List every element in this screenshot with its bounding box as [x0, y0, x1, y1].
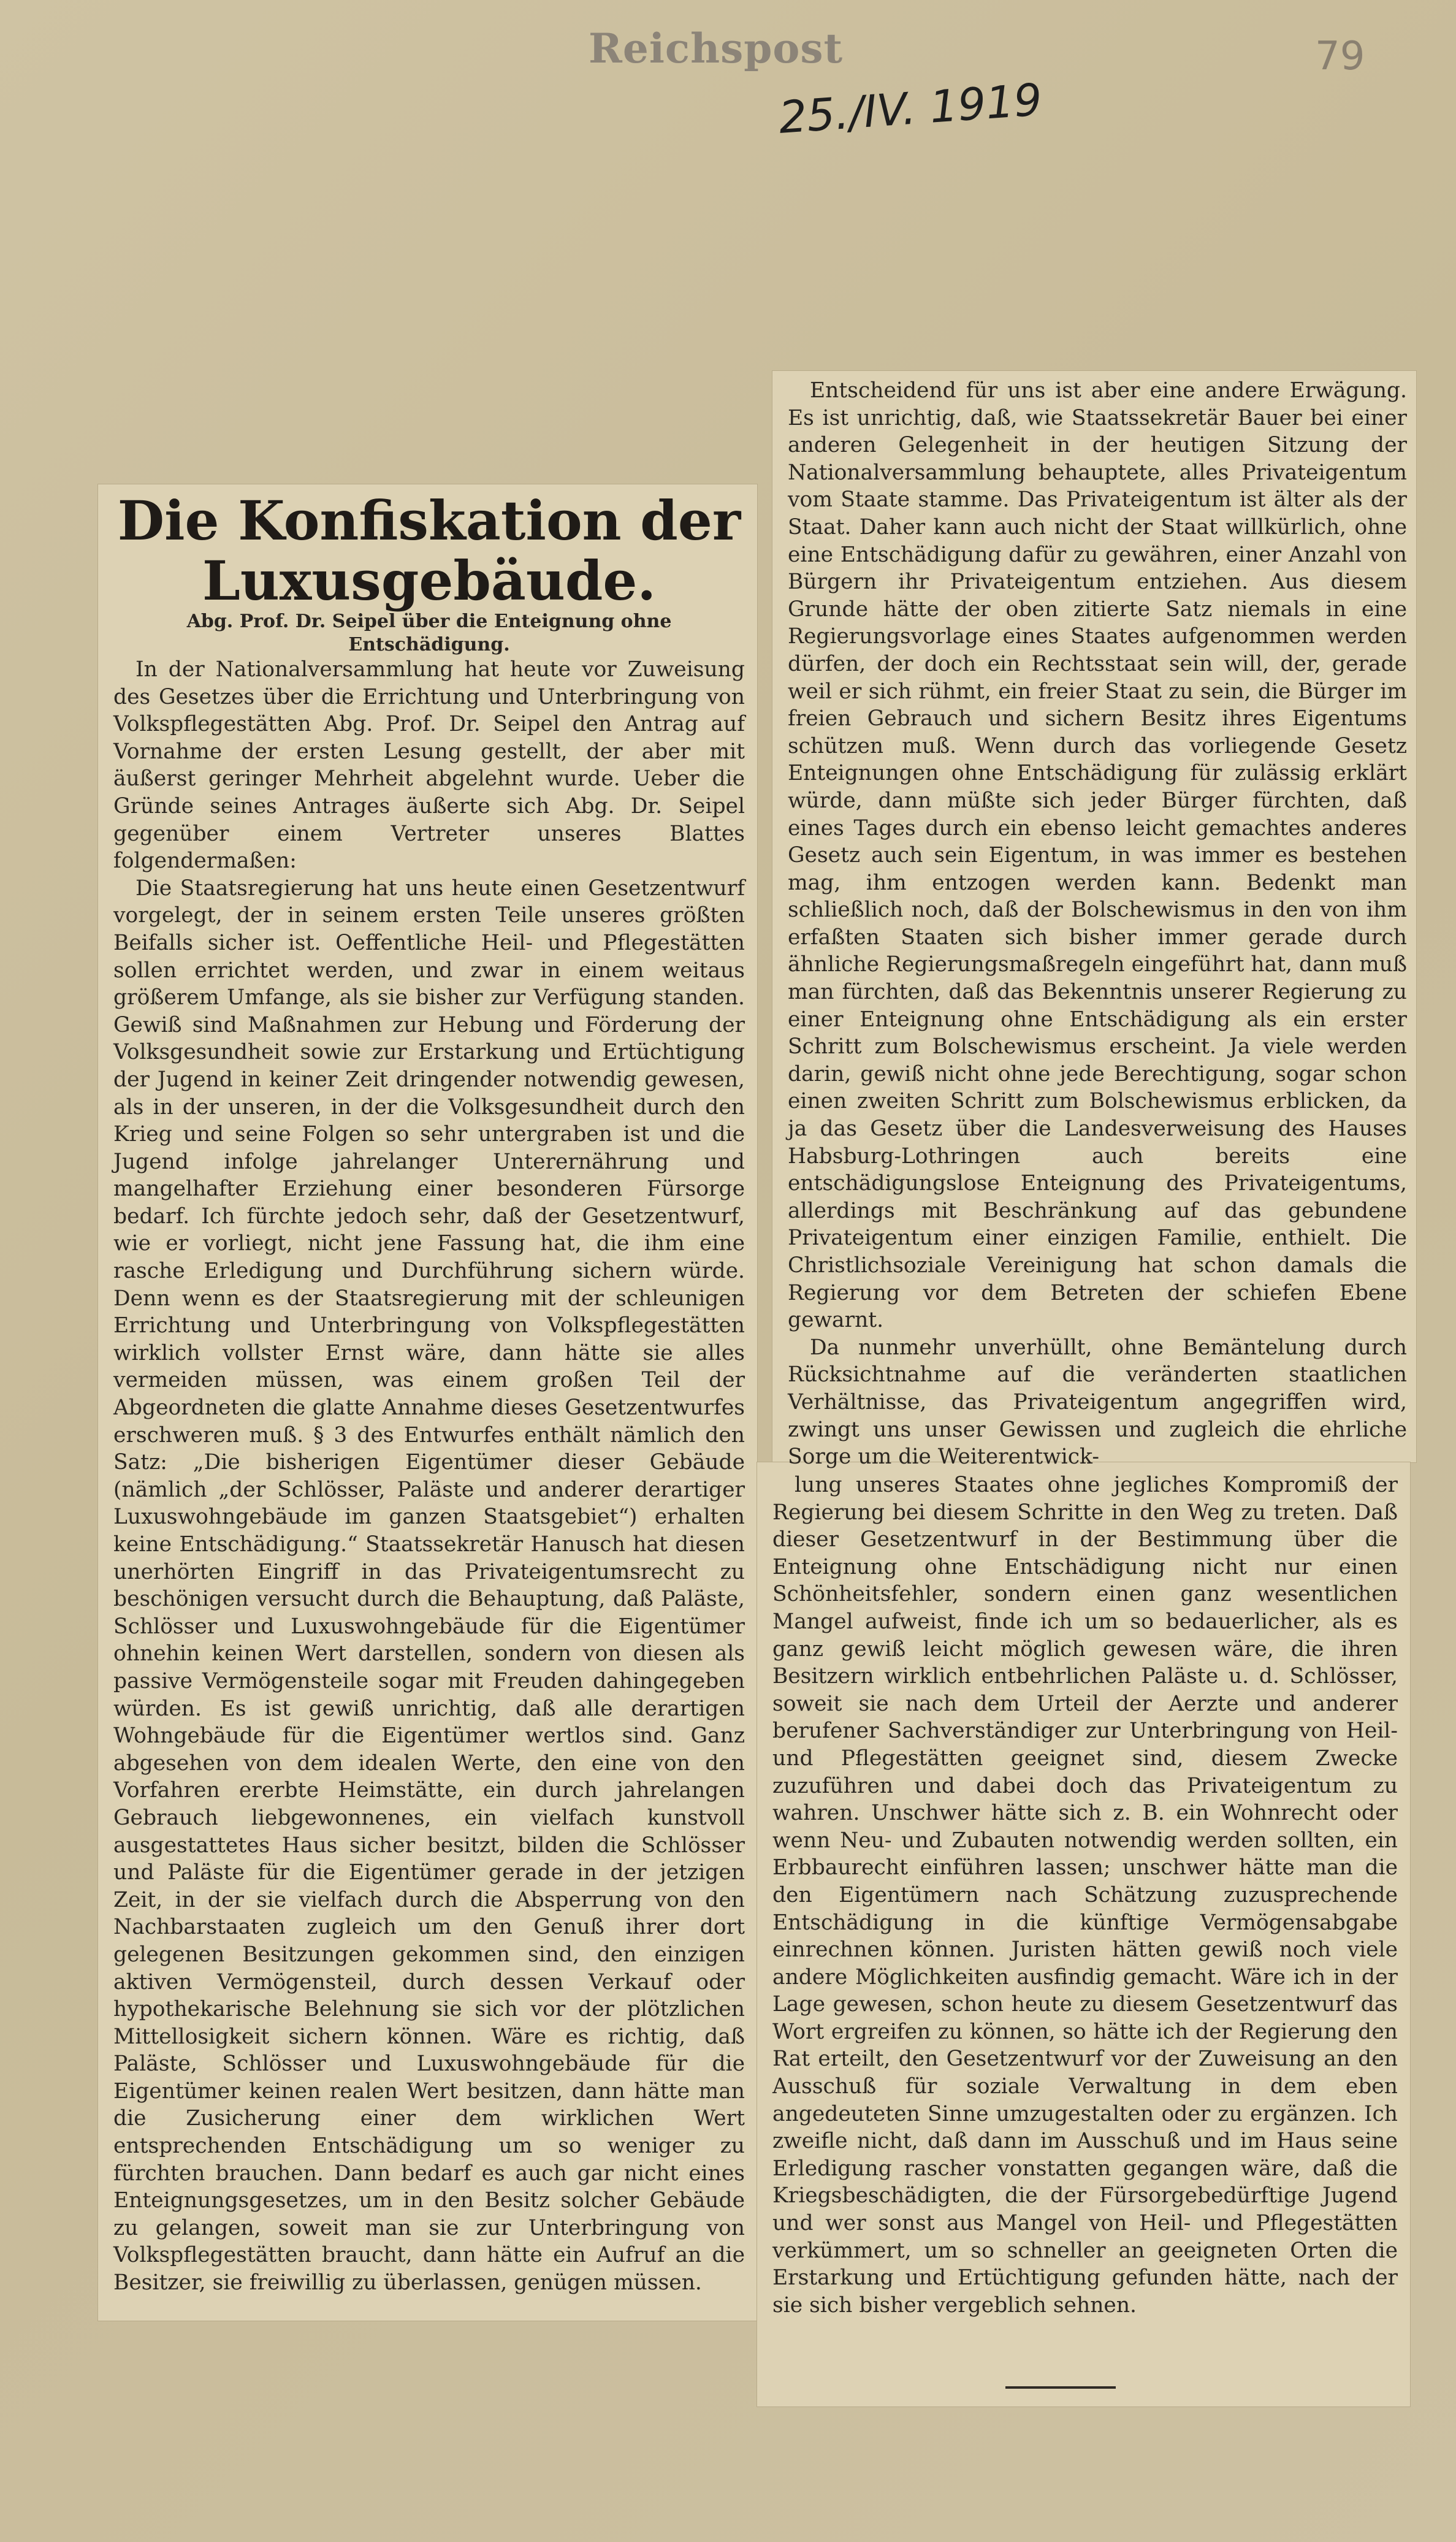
newspaper-masthead-stamp: Reichspost [589, 25, 844, 72]
article-paragraph: Da nunmehr unverhüllt, ohne Bemäntelung durch Rücksichtnahme auf die veränderten staatlichen Verhältnisse, das Privateigentum angegriffen wird, zwingt uns unser Gewissen und zugleich die ehrliche Sorge um die Weiterentwick- [788, 1335, 1407, 1470]
end-rule [1005, 2386, 1116, 2389]
article-left-column [113, 656, 745, 2297]
article-headline: Die Konfiskation der Luxusgebäude. [117, 489, 741, 613]
article-paragraph: Die Staatsregierung hat uns heute einen Gesetzentwurf vorgelegt, der in seinem ersten Teile unseres größten Beifalls sicher ist. Oeffentliche Heil- und Pflegestätten sollen errichtet werden, und zwar in einem weitaus größerem Umfange, als sie bisher zur Verfügung standen. Gewiß sind Maßnahmen zur Hebung und Förderung der Volksgesundheit sowie zur Erstarkung und Ertüchtigung der Jugend in keiner Zeit dringender notwendig gewesen, als in der unseren, in der die Volksgesundheit durch den Krieg und seine Folgen so sehr untergraben ist und die Jugend infolge jahrelanger Unterernährung und mangelhafter Erziehung einer besonderen Fürsorge bedarf. Ich fürchte jedoch sehr, daß der Gesetzentwurf, wie er vorliegt, nicht jene Fassung hat, die ihm eine rasche Erledigung und Durchführung sichern würde. Denn wenn es der Staatsregierung mit der schleunigen Errichtung und Unterbringung von Volkspflegestätten wirklich vollster Ernst wäre, dann hätte sie alles vermeiden müssen, was einem großen Teil der Abgeordneten die glatte Annahme dieses Gesetzentwurfes erschweren muß. § 3 des Entwurfes enthält nämlich den Satz: „Die bisherigen Eigentümer dieser Gebäude (nämlich „der Schlösser, Paläste und anderer derartiger Luxuswohngebäude im ganzen Staatsgebiet“) erhalten keine Entschädigung.“ Staatssekretär Hanusch hat diesen unerhörten Eingriff in das Privateigentumsrecht zu beschönigen versucht durch die Behauptung, daß Paläste, Schlösser und Luxuswohngebäude für die Eigentümer ohnehin keinen Wert darstellen, sondern von diesen als passive Vermögensteile sogar mit Freuden dahingegeben würden. Es ist gewiß unrichtig, daß alle derartigen Wohngebäude für die Eigentümer wertlos sind. Ganz abgesehen von dem idealen Werte, den eine von den Vorfahren ererbte Heimstätte, ein durch jahrelangen Gebrauch liebgewonnenes, ein vielfach kunstvoll ausgestattetes Haus sicher besitzt, bilden die Schlösser und Paläste für die Eigentümer gerade in der jetzigen Zeit, in der sie vielfach durch die Absperrung von den Nachbarstaaten zugleich um den Genuß ihrer dort gelegenen Besitzungen gekommen sind, den einzigen aktiven Vermögensteil, durch dessen Verkauf oder hypothekarische Belehnung sie sich vor der plötzlichen Mittellosigkeit sichern können. Wäre es richtig, daß Paläste, Schlösser und Luxuswohngebäude für die Eigentümer keinen realen Wert besitzen, dann hätte man die Zusicherung einer dem wirklichen Wert entsprechenden Entschädigung um so weniger zu fürchten brauchen. Dann bedarf es auch gar nicht eines Enteignungsgesetzes, um in den Besitz solcher Gebäude zu gelangen, soweit man sie zur Unterbringung von Volkspflegestätten braucht, dann hätte ein Aufruf an die Besitzer, sie freiwillig zu überlassen, genügen müssen. [113, 876, 745, 2296]
article-right-column-bottom [772, 1471, 1398, 2319]
article-subheadline: Abg. Prof. Dr. Seipel über die Enteignung ohne Entschädigung. [186, 611, 672, 655]
handwritten-date: 25./IV. 1919 [777, 74, 1044, 143]
article-paragraph: Entscheidend für uns ist aber eine andere Erwägung. Es ist unrichtig, daß, wie Staatssekretär Bauer bei einer anderen Gelegenheit in der heutigen Sitzung der Nationalversammlung behauptete, alles Privateigentum vom Staate stamme. Das Privateigentum ist älter als der Staat. Daher kann auch nicht der Staat willkürlich, ohne eine Entschädigung dafür zu gewähren, einer Anzahl von Bürgern ihr Privateigentum entziehen. Aus diesem Grunde hätte der oben zitierte Satz niemals in eine Regierungsvorlage eines Staates aufgenommen werden dürfen, der doch ein Rechtsstaat sein will, der, gerade weil er sich rühmt, ein freier Staat zu sein, die Bürger im freien Gebrauch und sichern Besitz ihres Eigentums schützen muß. Wenn durch das vorliegende Gesetz Enteignungen ohne Entschädigung für zulässig erklärt würde, dann müßte sich jeder Bürger fürchten, daß eines Tages durch ein ebenso leicht gemachtes anderes Gesetz auch sein Eigentum, in was immer es bestehen mag, ihm entzogen werden kann. Bedenkt man schließlich noch, daß der Bolschewismus in den von ihm erfaßten Staaten sich bisher immer gerade durch ähnliche Regierungsmaßregeln eingeführt hat, dann muß man fürchten, daß das Bekenntnis unserer Regierung zu einer Enteignung ohne Entschädigung als ein erster Schritt zum Bolschewismus erscheint. Ja viele werden darin, gewiß nicht ohne jede Berechtigung, sogar schon einen zweiten Schritt zum Bolschewismus erblicken, da ja das Gesetz über die Landesverweisung des Hauses Habsburg-Lothringen auch bereits eine entschädigungslose Enteignung des Privateigentums, allerdings mit Beschränkung auf das gebundene Privateigentum einer einzigen Familie, enthielt. Die Christlichsoziale Vereinigung hat schon damals die Regierung vor dem Betreten der schiefen Ebene gewarnt. [788, 378, 1407, 1333]
article-paragraph: In der Nationalversammlung hat heute vor Zuweisung des Gesetzes über die Errichtung und Unterbringung von Volkspflegestätten Abg. Prof. Dr. Seipel den Antrag auf Vornahme der ersten Lesung gestellt, der aber mit äußerst geringer Mehrheit abgelehnt wurde. Ueber die Gründe seines Antrages äußerte sich Abg. Dr. Seipel gegenüber einem Vertreter unseres Blattes folgendermaßen: [113, 657, 745, 874]
handwritten-page-number: 79 [1315, 34, 1365, 79]
article-paragraph: lung unseres Staates ohne jegliches Kompromiß der Regierung bei diesem Schritte in den Weg zu treten. Daß dieser Gesetzentwurf in der Bestimmung über die Enteignung ohne Entschädigung nicht nur einen Schönheitsfehler, sondern einen ganz wesentlichen Mangel aufweist, finde ich um so bedauerlicher, als es ganz gewiß leicht möglich gewesen wäre, die ihren Besitzern wirklich entbehrlichen Paläste u. d. Schlösser, soweit sie nach dem Urteil der Aerzte und anderer berufener Sachverständiger zur Unterbringung von Heil- und Pflegestätten geeignet sind, diesem Zwecke zuzuführen und dabei doch das Privateigentum zu wahren. Unschwer hätte sich z. B. ein Wohnrecht oder wenn Neu- und Zubauten notwendig werden sollten, ein Erbbaurecht einführen lassen; unschwer hätte man die den Eigentümern nach Schätzung zuzusprechende Entschädigung in die künftige Vermögensabgabe einrechnen können. Juristen hätten gewiß noch viele andere Möglichkeiten ausfindig gemacht. Wäre ich in der Lage gewesen, schon heute zu diesem Gesetzentwurf das Wort ergreifen zu können, so hätte ich der Regierung den Rat erteilt, den Gesetzentwurf vor der Zuweisung an den Ausschuß für soziale Verwaltung in dem eben angedeuteten Sinne umzugestalten oder zu ergänzen. Ich zweifle nicht, daß dann im Ausschuß und im Haus seine Erledigung rascher vonstatten gegangen wäre, daß die Kriegsbeschädigten, die der Fürsorgebedürftige Jugend und wer sonst aus Mangel von Heil- und Pflegestätten verkümmert, um so schneller an geeigneten Orten die Erstarkung und Ertüchtigung gefunden hätte, nach der sie sich bisher vergeblich sehnen. [772, 1473, 1398, 2318]
article-right-column-top [788, 377, 1407, 1471]
